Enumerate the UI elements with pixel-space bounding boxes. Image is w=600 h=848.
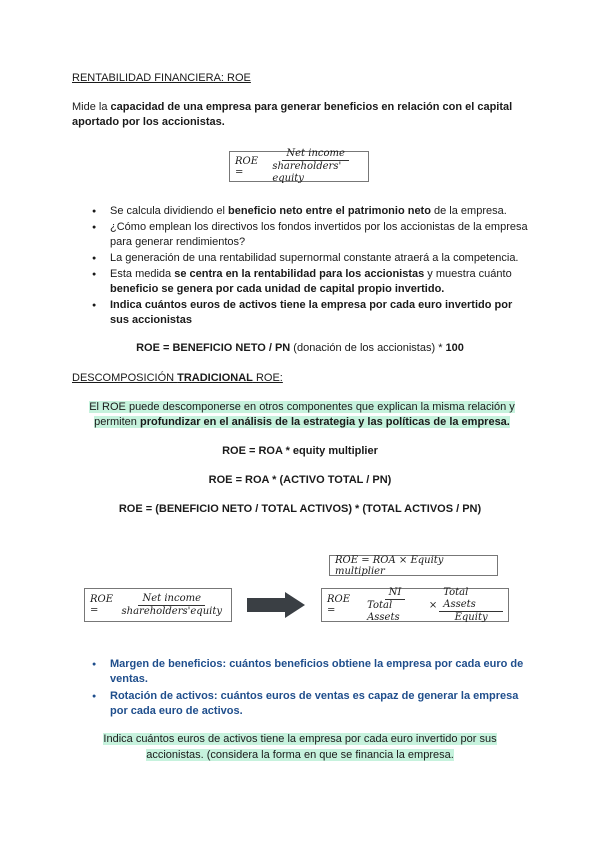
list-item: ● Esta medida se centra en la rentabilidad para los accionistas y muestra cuánto beneficio se genera por cada unidad de capital propio invertido. (92, 267, 532, 297)
roe-roa-formula: ROE = ROA × Equity multiplier (335, 554, 444, 577)
list-item: ● Se calcula dividiendo el beneficio neto entre el patrimonio neto de la empresa. (92, 204, 532, 219)
roe-left-formula-box: ROE = $\frac{\text{Net income}}{\text{shareholders'equity}}$ (84, 588, 232, 622)
blue-bullet-list (92, 657, 532, 720)
decomposition-intro: El ROE puede descomponerse en otros componentes que explican la misma relación y permiten profundizar en el análisis de la estrategia y las políticas de la empresa. (89, 401, 515, 428)
formula-numerator: Net income (282, 148, 349, 161)
formula-lhs: ROE = (235, 155, 259, 178)
roe-definition-line: ROE = BENEFICIO NETO / PN (donación de los accionistas) * 100 (136, 342, 464, 354)
formula-denominator: shareholders' equity (272, 161, 342, 184)
roe-decomposed-formula-box: ROE = $\frac{NI}{\text{Total Assets}}$ × $\frac{\text{Total Assets}}{\text{Equity}}$ (321, 588, 509, 622)
list-item: ● ¿Cómo emplean los directivos los fondos invertidos por los accionistas de la empresa para generar rendimientos? (92, 220, 532, 250)
heading-decomposition: DESCOMPOSICIÓN TRADICIONAL ROE: (72, 372, 283, 384)
equation-3: ROE = (BENEFICIO NETO / TOTAL ACTIVOS) * (TOTAL ACTIVOS / PN) (118, 503, 482, 515)
equation-1: ROE = ROA * equity multiplier (222, 445, 378, 457)
intro-paragraph (72, 100, 532, 130)
list-item: ● Margen de beneficios: cuántos beneficios obtiene la empresa por cada euro de ventas. (92, 657, 532, 687)
list-item: ● La generación de una rentabilidad supernormal constante atraerá a la competencia. (92, 251, 532, 266)
roe-bullet-list (92, 204, 532, 329)
heading-roe: RENTABILIDAD FINANCIERA: ROE (72, 72, 251, 84)
footer-note: Indica cuántos euros de activos tiene la empresa por cada euro invertido por sus accionistas. (considera la forma en que se financia la empresa. (103, 733, 497, 761)
intro-plain: Mide la (72, 101, 111, 113)
intro-bold: capacidad de una empresa para generar beneficios en relación con el capital aportado por los accionistas. (72, 101, 513, 128)
roe-formula-box (229, 148, 369, 184)
equation-2: ROE = ROA * (ACTIVO TOTAL / PN) (208, 474, 392, 486)
formula-fraction (268, 148, 363, 185)
right-arrow-icon (247, 592, 305, 618)
list-item: ● Indica cuántos euros de activos tiene la empresa por cada euro invertido por sus accionistas (92, 298, 532, 328)
roe-roa-formula-box (329, 555, 498, 576)
list-item: ● Rotación de activos: cuántos euros de ventas es capaz de generar la empresa por cada euro de activos. (92, 689, 532, 719)
